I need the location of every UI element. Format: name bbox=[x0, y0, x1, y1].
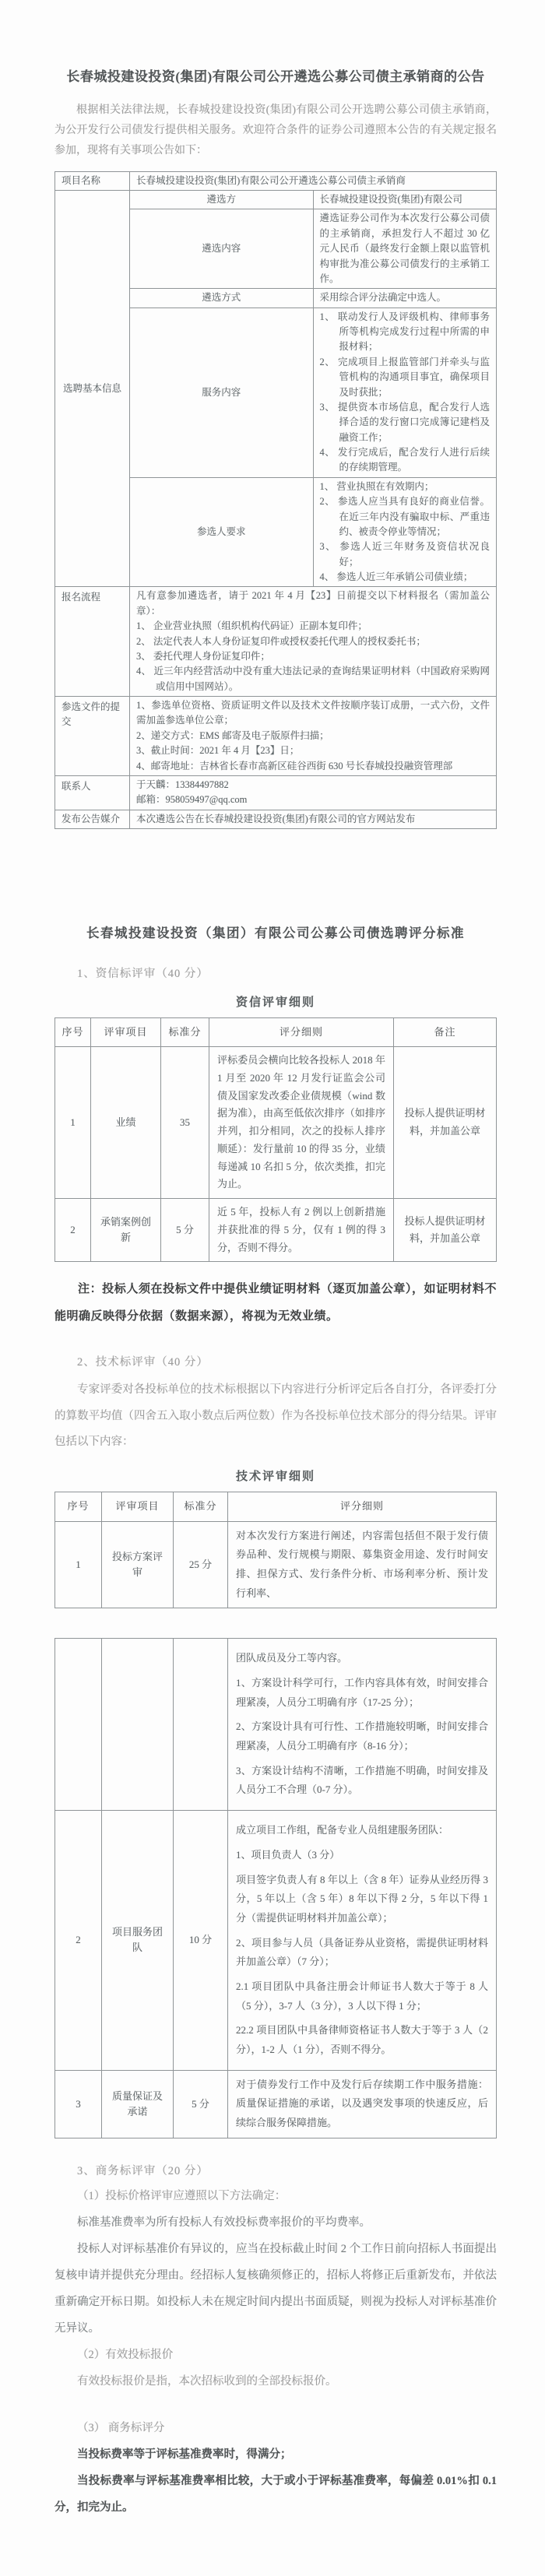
service-content-value bbox=[313, 308, 497, 477]
signup-line: 2、 法定代表人本人身份证复印件或授权委托代理人的授权委托书； bbox=[136, 635, 426, 647]
service-line: 3、 提供资本市场信息，配合发行人选择合适的发行窗口完成簿记建档及融资工作； bbox=[319, 401, 490, 443]
header-remark: 备注 bbox=[394, 1018, 497, 1047]
row-label-participant-requirements: 参选人要求 bbox=[130, 477, 314, 587]
detail-line: 团队成员及分工等内容。 bbox=[236, 1652, 348, 1664]
page-break-spacer bbox=[54, 829, 497, 923]
selection-method-value: 采用综合评分法确定中选人。 bbox=[313, 289, 497, 308]
row-item: 质量保证及承诺 bbox=[102, 2070, 174, 2138]
commercial-paragraph: 有效投标报价是指，本次招标收到的全部投标报价。 bbox=[77, 2375, 337, 2388]
table-row bbox=[55, 775, 497, 810]
row-item: 项目服务团队 bbox=[102, 1811, 174, 2071]
commercial-paragraph: （2）有效投标报价 bbox=[77, 2349, 174, 2362]
submission-lines bbox=[136, 698, 490, 774]
participant-requirements-value bbox=[313, 477, 497, 587]
commercial-paragraph: （3） 商务标评分 bbox=[77, 2422, 165, 2435]
commercial-paragraph: （1）投标价格评审应遵照以下方法确定： bbox=[77, 2189, 287, 2202]
header-no: 序号 bbox=[55, 1018, 91, 1047]
detail-line: 成立项目工作组，配备专业人员组建服务团队： bbox=[236, 1824, 449, 1836]
detail-line: 2、方案设计具有可行性、工作措施较明晰，时间安排合理紧凑，人员分工明确有序（8-16 分）； bbox=[236, 1720, 488, 1752]
header-no: 序号 bbox=[55, 1492, 102, 1521]
row-no: 1 bbox=[55, 1047, 91, 1199]
row-detail-continued bbox=[228, 1639, 497, 1811]
row-label-selection-method: 遴选方式 bbox=[130, 289, 314, 308]
row-detail: 近 5 年，投标人有 2 例以上创新措施并获批准的得 5 分，仅有 1 例的得 3 分，否则不得分。 bbox=[209, 1199, 394, 1262]
detail-line: 1、方案设计科学可行，工作内容具体有效，时间安排合理紧凑，人员分工明确有序（17-25 分）； bbox=[236, 1677, 488, 1708]
row-label-basic-info-group: 选聘基本信息 bbox=[55, 191, 130, 587]
scoring-standard-title: 长春城投建设投资（集团）有限公司公募公司债选聘评分标准 bbox=[86, 926, 465, 941]
contact-line: 邮箱：958059497@qq.com bbox=[136, 794, 248, 806]
table-row bbox=[55, 1639, 497, 1811]
detail-line: 22.2 项目团队中具备律师资格证书人数大于等于 3 人（2 分），1-2 人（1 分），否则不得分。 bbox=[236, 2024, 488, 2056]
service-line: 4、 发行完成后，配合发行人进行后续的存续期管理。 bbox=[319, 447, 490, 473]
table-row bbox=[55, 171, 497, 190]
empty-cell bbox=[55, 1639, 102, 1811]
tech-review-heading: 2、技术标评审（40 分） bbox=[77, 1356, 209, 1369]
commercial-paragraph: 当投标费率与评标基准费率相比较，大于或小于评标基准费率，每偏差 0.01%扣 0.1 分，扣完为止。 bbox=[54, 2475, 497, 2514]
requirement-lines bbox=[320, 480, 490, 585]
detail-lines bbox=[236, 1821, 488, 2060]
row-no: 3 bbox=[55, 2070, 102, 2138]
table-row bbox=[55, 697, 497, 776]
credit-review-caption: 资信评审细则 bbox=[235, 996, 315, 1010]
service-lines bbox=[320, 310, 490, 476]
detail-line: 2、项目参与人员（具备证券从业资格，需提供证明材料并加盖公章）（7 分）； bbox=[236, 1936, 488, 1968]
commercial-paragraph: 投标人对评标基准价有异议的，应当在投标截止时间 2 个工作日前向招标人书面提出复核申请并提供充分理由。经招标人复核确须修正的，招标人将修正后重新发布，并依法重新确定开标日期。如投标人未在规定时间内提出书面质疑，则视为投标人对评标基准价无异议。 bbox=[54, 2242, 497, 2335]
signup-lines bbox=[136, 589, 490, 694]
empty-cell bbox=[174, 1639, 228, 1811]
row-detail: 对本次发行方案进行阐述，内容需包括但不限于发行债券品种、发行规模与期限、募集资金用途、发行时间安排、担保方式、发行条件分析、市场利率分析、预计发行利率、 bbox=[228, 1521, 497, 1608]
table-row bbox=[55, 191, 497, 209]
row-item: 投标方案评审 bbox=[102, 1521, 174, 1608]
detail-line: 项目签字负责人有 8 年以上（含 8 年）证券从业经历得 3 分，5 年以上（含 5 年）8 年以下得 2 分，5 年以下得 1 分（需提供证明材料并加盖公章）； bbox=[236, 1873, 488, 1924]
requirement-line: 3、 参选人近三年财务及资信状况良好； bbox=[319, 541, 490, 568]
table-row bbox=[55, 1199, 497, 1262]
row-detail: 对于债券发行工作中及发行后存续期工作中服务措施：质量保证措施的承诺，以及遇突发事项的快速反应，后续综合服务保障措施。 bbox=[228, 2070, 497, 2138]
contact-lines bbox=[136, 778, 490, 808]
row-item: 业绩 bbox=[91, 1047, 161, 1199]
commercial-paragraph: 当投标费率等于评标基准费率时，得满分； bbox=[77, 2448, 292, 2462]
signup-line: 4、 近三年内经营活动中没有重大违法记录的查询结果证明材料（中国政府采购网或信用中国网站）。 bbox=[136, 666, 490, 692]
row-label-project-name: 项目名称 bbox=[55, 171, 130, 190]
signup-line: 1、 企业营业执照（组织机构代码证）正副本复印件； bbox=[136, 620, 367, 632]
row-label-document-submission: 参选文件的提交 bbox=[55, 697, 130, 776]
header-detail: 评分细则 bbox=[209, 1018, 394, 1047]
tech-review-intro: 专家评委对各投标单位的技术标根据以下内容进行分析评定后各自打分，各评委打分的算数平均值（四舍五入取小数点后两位数）作为各投标单位技术部分的得分结果。评审包括以下内容： bbox=[54, 1383, 497, 1449]
requirement-line: 4、 参选人近三年承销公司债业绩； bbox=[319, 571, 473, 583]
row-no: 1 bbox=[55, 1521, 102, 1608]
contact-line: 于天麟：13384497882 bbox=[136, 778, 229, 790]
submission-line: 3、截止时间：2021 年 4 月【23】日； bbox=[136, 745, 300, 757]
header-score: 标准分 bbox=[161, 1018, 209, 1047]
row-label-selection-content: 遴选内容 bbox=[130, 209, 314, 289]
row-no: 2 bbox=[55, 1199, 91, 1262]
commercial-paragraph: 标准基准费率为所有投标人有效投标费率报价的平均费率。 bbox=[77, 2216, 371, 2229]
row-score: 10 分 bbox=[174, 1811, 228, 2071]
announcement-intro: 根据相关法律法规，长春城投建设投资(集团)有限公司公开选聘公募公司债主承销商，为公开发行公司债发行提供相关服务。欢迎符合条件的证券公司遵照本公告的有关规定报名参加，现将有关事项公告如下： bbox=[54, 104, 497, 156]
service-line: 1、 联动发行人及评级机构、律师事务所等机构完成发行过程中所需的申报材料； bbox=[319, 311, 490, 353]
row-label-publish-media: 发布公告媒介 bbox=[55, 810, 130, 828]
empty-cell bbox=[102, 1639, 174, 1811]
requirement-line: 2、 参选人应当具有良好的商业信誉。在近三年内没有骗取中标、严重违约、被责令停业等情况； bbox=[319, 496, 490, 537]
table-row bbox=[55, 1047, 497, 1199]
detail-lines bbox=[236, 1649, 488, 1800]
row-label-selector: 遴选方 bbox=[130, 191, 314, 209]
submission-line: 2、递交方式：EMS 邮寄及电子版原件扫描； bbox=[136, 729, 329, 741]
announcement-title: 长春城投建设投资(集团)有限公司公开遴选公募公司债主承销商的公告 bbox=[66, 69, 485, 84]
tech-review-caption: 技术评审细则 bbox=[235, 1471, 315, 1484]
announcement-info-table bbox=[54, 171, 497, 829]
row-remark: 投标人提供证明材料，并加盖公章 bbox=[394, 1047, 497, 1199]
signup-line: 3、 委托代理人身份证复印件； bbox=[136, 650, 270, 662]
page-break-gap bbox=[54, 1608, 497, 1638]
signup-process-value bbox=[130, 587, 497, 697]
submission-line: 1、参选单位资格、资质证明文件以及技术文件按顺序装订成册，一式六份，文件需加盖参选单位公章； bbox=[136, 700, 490, 726]
header-item: 评审项目 bbox=[102, 1492, 174, 1521]
row-item: 承销案例创新 bbox=[91, 1199, 161, 1262]
service-line: 2、 完成项目上报监管部门并牵头与监管机构的沟通项目事宜，确保项目及时获批； bbox=[319, 356, 490, 398]
table-row bbox=[55, 2070, 497, 2138]
row-detail: 评标委员会横向比较各投标人 2018 年 1 月至 2020 年 12 月发行证监会公司债及国家发改委企业债规模（wind 数据为准），由高至低依次排序（如排序并列，扣分相同，次之的投标人排序顺延）：发行量前 10 的得 35 分，业绩每递减 10 名扣 5 分，依次类推，扣完为止。 bbox=[209, 1047, 394, 1199]
table-row bbox=[55, 587, 497, 697]
detail-line: 1、项目负责人（3 分） bbox=[236, 1848, 340, 1861]
header-item: 评审项目 bbox=[91, 1018, 161, 1047]
selection-content-value: 遴选证券公司作为本次发行公募公司债的主承销商，承担发行人不超过 30 亿元人民币（最终发行金额上限以监管机构审批为准公募公司债发行的主承销工作。 bbox=[313, 209, 497, 289]
header-detail: 评分细则 bbox=[228, 1492, 497, 1521]
row-label-service-content: 服务内容 bbox=[130, 308, 314, 477]
row-label-signup-process: 报名流程 bbox=[55, 587, 130, 697]
table-row bbox=[55, 1521, 497, 1608]
row-detail bbox=[228, 1811, 497, 2071]
contact-value bbox=[130, 775, 497, 810]
row-remark: 投标人提供证明材料，并加盖公章 bbox=[394, 1199, 497, 1262]
row-score: 5 分 bbox=[161, 1199, 209, 1262]
row-label-contact: 联系人 bbox=[55, 775, 130, 810]
tech-review-table-part2 bbox=[54, 1638, 497, 2138]
table-row bbox=[55, 1811, 497, 2071]
table-header-row bbox=[55, 1492, 497, 1521]
detail-line: 2.1 项目团队中具备注册会计师证书人数大于等于 8 人（5 分），3-7 人（3 分），3 人以下得 1 分； bbox=[236, 1980, 488, 2012]
credit-review-table bbox=[54, 1017, 497, 1262]
submission-line: 4、邮寄地址：吉林省长春市高新区硅谷西街 630 号长春城投投融资管理部 bbox=[136, 760, 453, 771]
row-score: 5 分 bbox=[174, 2070, 228, 2138]
header-score: 标准分 bbox=[174, 1492, 228, 1521]
row-no: 2 bbox=[55, 1811, 102, 2071]
signup-line: 凡有意参加遴选者，请于 2021 年 4 月【23】日前提交以下材料报名（需加盖公章）： bbox=[136, 590, 490, 617]
project-name-value: 长春城投建设投资(集团)有限公司公开遴选公募公司债主承销商 bbox=[130, 171, 497, 190]
detail-line: 3、方案设计结构不清晰，工作措施不明确，时间安排及人员分工不合理（0-7 分）。 bbox=[236, 1764, 488, 1796]
commercial-review-heading: 3、商务标评审（20 分） bbox=[77, 2164, 209, 2177]
document-submission-value bbox=[130, 697, 497, 776]
row-score: 35 bbox=[161, 1047, 209, 1199]
table-row bbox=[55, 810, 497, 828]
credit-review-heading: 1、资信标评审（40 分） bbox=[77, 968, 209, 981]
requirement-line: 1、 营业执照在有效期内； bbox=[319, 480, 434, 492]
tech-review-table-part1 bbox=[54, 1492, 497, 1608]
credit-review-note: 注：投标人须在投标文件中提供业绩证明材料（逐页加盖公章），如证明材料不能明确反映得分依据（数据来源），将视为无效业绩。 bbox=[54, 1283, 497, 1323]
selector-value: 长春城投建设投资(集团)有限公司 bbox=[313, 191, 497, 209]
table-header-row bbox=[55, 1018, 497, 1047]
publish-media-value: 本次遴选公告在长春城投建设投资(集团)有限公司的官方网站发布 bbox=[130, 810, 497, 828]
commercial-paragraphs bbox=[54, 2183, 497, 2522]
row-score: 25 分 bbox=[174, 1521, 228, 1608]
